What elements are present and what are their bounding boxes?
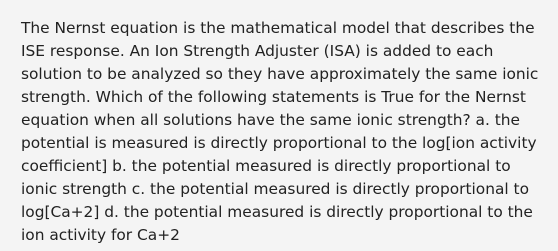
question-text: The Nernst equation is the mathematical model that describes the ISE response. An Ion Strength Adjuster (ISA) is added to each solution to be analyzed so they have approximately the same ionic strength. Which of the following statements is True for the Nernst equation when all solutions have the same ionic strength? a. the potential is measured is directly proportional to the log[ion activity coefficient] b. the potential measured is directly proportional to ionic strength c. the potential measured is directly proportional to log[Ca+2] d. the potential measured is directly proportional to the ion activity for Ca+2 (21, 19, 539, 244)
